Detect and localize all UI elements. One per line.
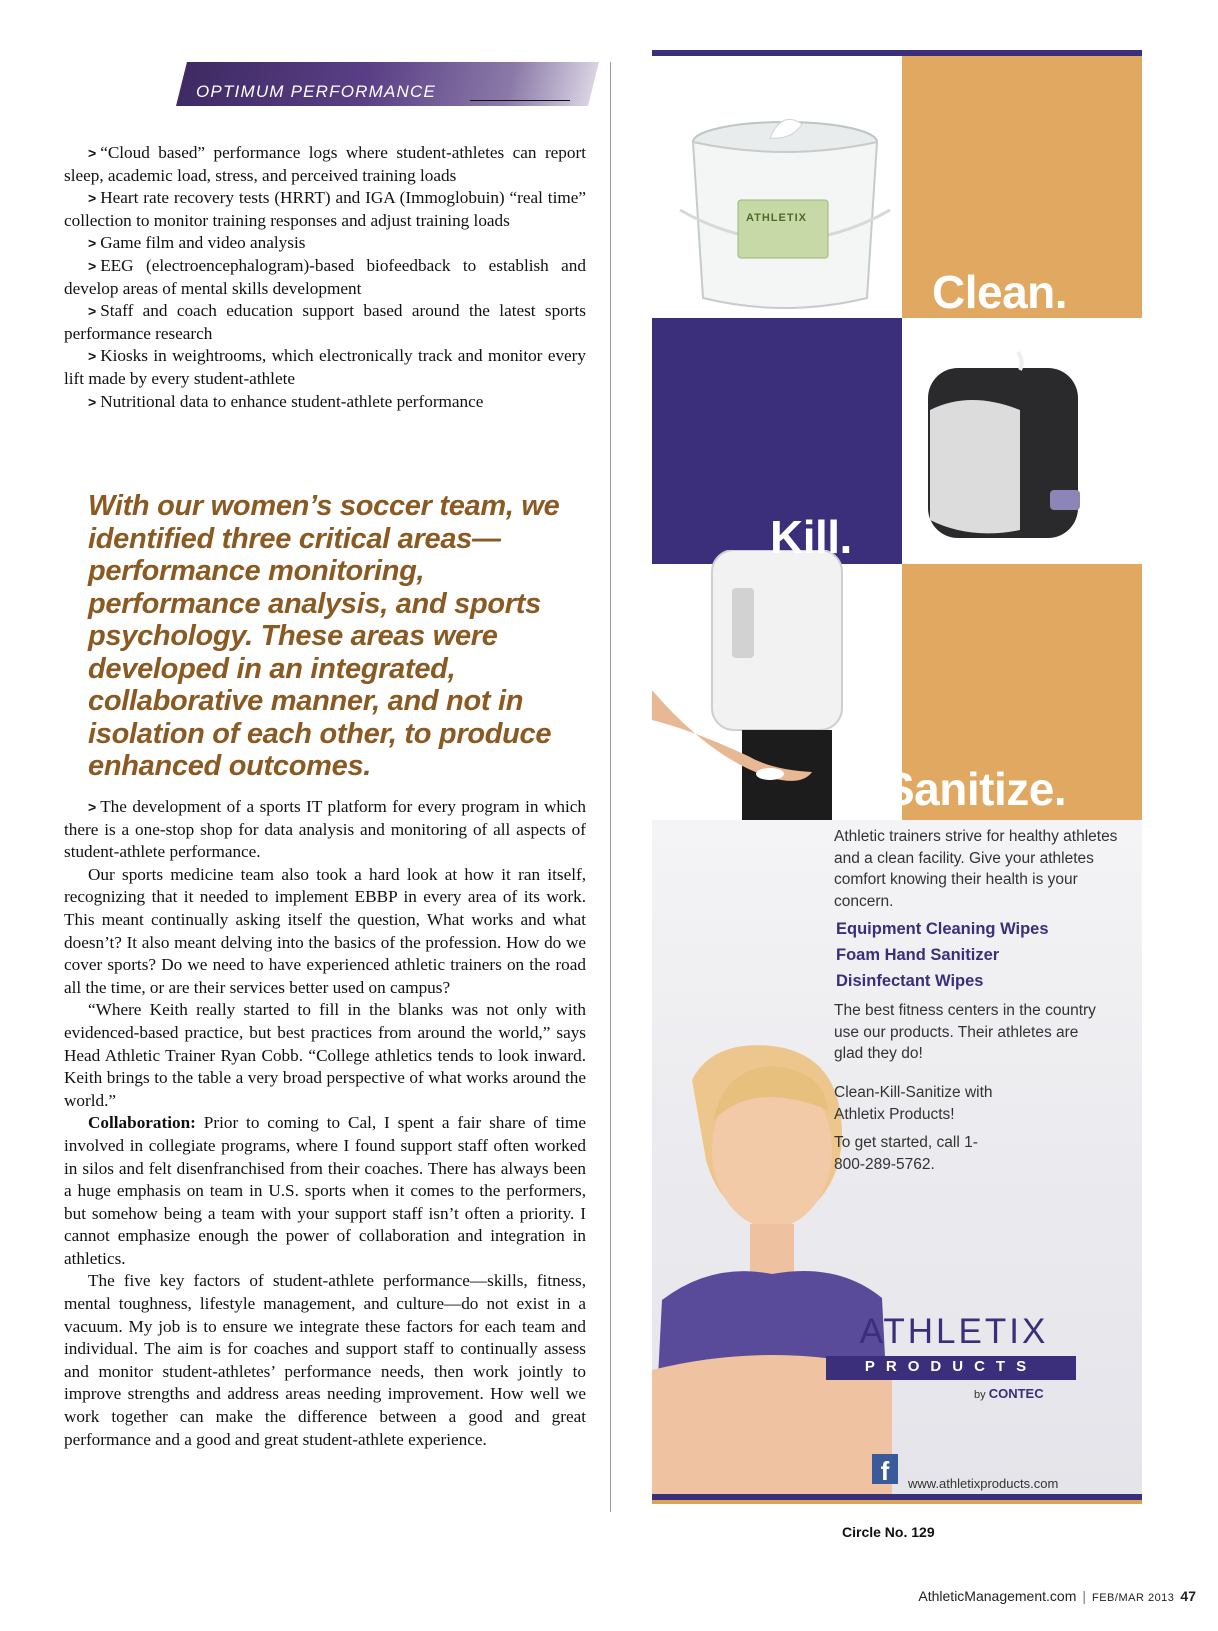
- bullet-marker: >: [88, 190, 97, 207]
- bullet-text: EEG (electroencephalogram)-based biofeedback to establish and develop areas of mental skills development: [64, 255, 586, 298]
- ad-product-list: [836, 916, 1096, 994]
- bullet-text: Heart rate recovery tests (HRRT) and IGA (Immoglobuin) “real time” collection to monitor training responses and adjust training loads: [64, 188, 586, 230]
- bullet-text: Nutritional data to enhance student-athlete performance: [100, 391, 484, 411]
- section-title-rule: [470, 100, 570, 101]
- brand-subtitle: PRODUCTS: [864, 1358, 1038, 1375]
- bullet-item: [64, 391, 586, 414]
- column-divider: [610, 62, 611, 1512]
- bullet-item: [64, 232, 586, 255]
- body-paragraph: The five key factors of student-athlete performance—skills, fitness, mental toughness, lifestyle management, and culture—do not exist in a vacuum. My job is to ensure we integrate these factors for each team and individual. The aim is for coaches and support staff to continually assess and monitor student-athletes’ performance needs, then work jointly to improve strengths and address areas needing improvement. How well we work together can make the difference between a good and great performance and a good and great student-athlete experience.: [64, 1271, 586, 1449]
- page-footer: [866, 1588, 1196, 1604]
- ad-word-kill: Kill.: [770, 511, 852, 563]
- ad-word-clean: Clean.: [932, 266, 1068, 318]
- bullet-text: “Cloud based” performance logs where student-athletes can report sleep, academic load, stress, and perceived training loads: [64, 143, 586, 185]
- section-title: OPTIMUM PERFORMANCE: [196, 82, 437, 101]
- article-body: [64, 796, 586, 1451]
- bullet-text: The development of a sports IT platform for every program in which there is a one-stop shop for data analysis and monitoring of all aspects of student-athlete performance.: [64, 797, 586, 862]
- bullet-marker: >: [88, 303, 97, 320]
- bullet-text: Staff and coach education support based around the latest sports performance research: [64, 301, 586, 343]
- brand-by-line: [974, 1386, 1044, 1401]
- ad-product-item: Foam Hand Sanitizer: [836, 946, 1000, 964]
- bullet-item: [64, 345, 586, 390]
- body-paragraph: [64, 1112, 586, 1270]
- ad-claim-text: The best fitness centers in the country use our products. Their athletes are glad they do!: [834, 1002, 1096, 1062]
- brand-by-word: by: [974, 1389, 986, 1401]
- bullet-item: [64, 187, 586, 232]
- bullet-marker: >: [88, 393, 97, 410]
- wipes-dispenser-image: [900, 350, 1100, 550]
- ad-website-link[interactable]: www.athletixproducts.com: [908, 1476, 1059, 1491]
- bullet-marker: >: [88, 257, 97, 274]
- wipes-canister-image: [670, 90, 900, 320]
- footer-separator: |: [1082, 1588, 1086, 1604]
- brand-parent: CONTEC: [988, 1386, 1044, 1401]
- bullet-text: Game film and video analysis: [100, 233, 306, 253]
- canister-label-text: ATHLETIX: [746, 212, 807, 224]
- ad-product-item: Disinfectant Wipes: [836, 972, 984, 990]
- circle-number: Circle No. 129: [842, 1524, 935, 1540]
- bullet-marker: >: [88, 799, 97, 815]
- ad-cta-text: To get started, call 1-800-289-5762.: [834, 1134, 978, 1173]
- pull-quote: With our women’s soccer team, we identified three critical areas—performance monitoring, performance analysis, and sports psychology. These areas were developed in an integrated, collaborative manner, and not in isolation of each other, to produce enhanced outcomes.: [88, 490, 560, 782]
- body-paragraph: Our sports medicine team also took a hard look at how it ran itself, recognizing that it needed to implement EBBP in every area of its work. This meant continually asking itself the question, What works and what doesn’t? It also meant delving into the basics of the profession. How do we cover sports? Do we need to have experienced athletic trainers on the road all the time, or are their services better used on campus?: [64, 864, 586, 997]
- bullet-item: [64, 142, 586, 187]
- bullet-list-top: [64, 142, 586, 413]
- ad-product-item: Equipment Cleaning Wipes: [836, 920, 1049, 938]
- bullet-item: [64, 255, 586, 300]
- ad-tagline-text: Clean-Kill-Sanitize with Athletix Products!: [834, 1084, 993, 1123]
- body-paragraph: “Where Keith really started to fill in the blanks was not only with evidenced-based practice, but best practices from around the world,” says Head Athletic Trainer Ryan Cobb. “College athletics tends to look inward. Keith brings to the table a very broad perspective of what works around the world.”: [64, 1000, 586, 1110]
- page-number: 47: [1180, 1588, 1196, 1604]
- hand-sanitizer-dispenser-image: [652, 550, 902, 820]
- bullet-item: [64, 300, 586, 345]
- bullet-marker: >: [88, 348, 97, 365]
- ad-bottom-gold-bar: [652, 1500, 1142, 1504]
- footer-site: AthleticManagement.com: [918, 1588, 1077, 1604]
- bullet-text: Kiosks in weightrooms, which electronically track and monitor every lift made by every student-athlete: [64, 346, 586, 388]
- bullet-marker: >: [88, 235, 97, 252]
- facebook-icon[interactable]: f: [872, 1454, 898, 1484]
- paragraph-lead-in: Collaboration:: [88, 1113, 196, 1133]
- athletix-advertisement: [652, 50, 1142, 1512]
- bullet-item: [64, 796, 586, 864]
- paragraph-text: Prior to coming to Cal, I spent a fair share of time involved in collegiate programs, where I found support staff often worked in silos and felt disenfranchised from their coaches. There has always been a huge emphasis on team in U.S. sports when it comes to the performers, but somehow being a team with your support staff isn’t often a priority. I cannot emphasize enough the power of collaboration and integration in athletics.: [64, 1113, 586, 1268]
- bullet-marker: >: [88, 145, 97, 161]
- brand-name: ATHLETIX: [859, 1312, 1049, 1351]
- ad-intro-text: Athletic trainers strive for healthy athletes and a clean facility. Give your athletes comfort knowing their health is your concern.: [834, 828, 1118, 910]
- ad-word-sanitize: Sanitize.: [884, 763, 1067, 815]
- footer-issue: FEB/MAR 2013: [1092, 1592, 1175, 1604]
